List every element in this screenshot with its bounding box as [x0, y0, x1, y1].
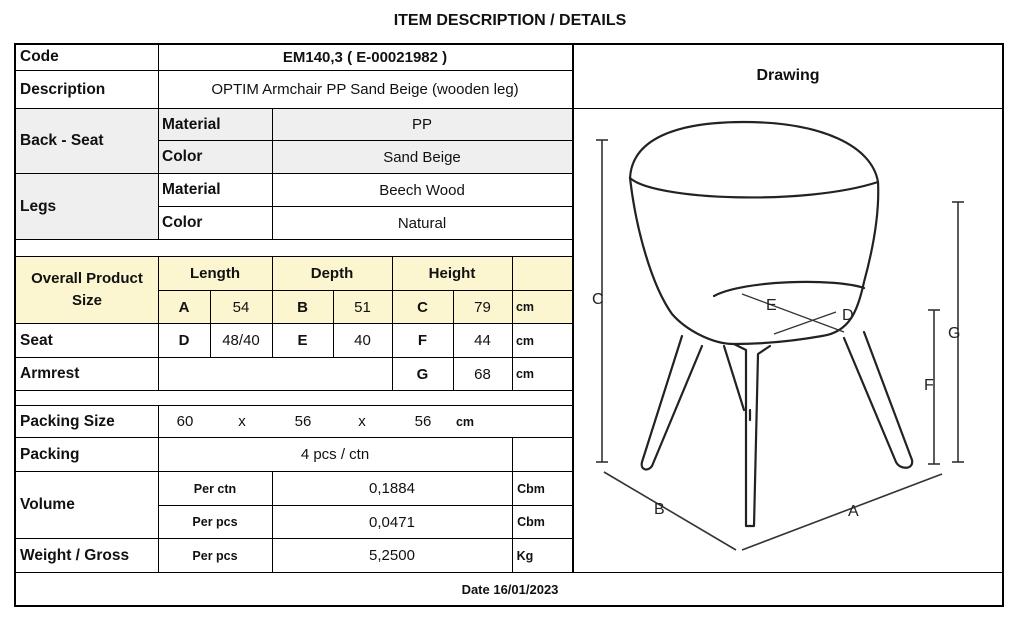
- legs-label: Legs: [20, 197, 57, 215]
- overall-b-value: 51: [354, 298, 371, 316]
- weight-label: Weight / Gross: [20, 546, 130, 564]
- overall-a-value: 54: [232, 298, 250, 316]
- armrest-g-key: G: [416, 365, 429, 383]
- chair-leg-left: [642, 336, 702, 469]
- back-seat-material: PP: [411, 116, 432, 133]
- packing-size-height: 56: [414, 413, 432, 430]
- packing-size-label: Packing Size: [20, 412, 115, 430]
- armrest-g-value: 68: [474, 365, 491, 383]
- overall-unit: cm: [515, 300, 535, 314]
- height-header: Height: [428, 265, 476, 282]
- overall-b-key: B: [297, 298, 308, 316]
- volume-per-pcs-unit: Cbm: [517, 515, 545, 529]
- chair-leg-front: [734, 344, 770, 526]
- weight-unit: Kg: [516, 548, 534, 563]
- overall-c-value: 79: [474, 298, 491, 316]
- chair-seat: [714, 282, 864, 296]
- back-seat-color-label: Color: [162, 148, 203, 165]
- code-label: Code: [20, 48, 59, 65]
- volume-per-pcs-label: Per pcs: [192, 515, 238, 529]
- drawing-letter-g: G: [948, 325, 961, 342]
- overall-size-label: Overall Product Size: [31, 270, 143, 309]
- packing-value: 4 pcs / ctn: [300, 446, 370, 463]
- volume-label: Volume: [20, 496, 75, 513]
- volume-per-pcs: 0,0471: [369, 513, 415, 531]
- seat-d-key: D: [178, 332, 190, 349]
- date: Date 16/01/2023: [461, 581, 559, 597]
- description-value: OPTIM Armchair PP Sand Beige (wooden leg): [211, 81, 519, 98]
- drawing-letter-c: C: [592, 291, 604, 308]
- armrest-label: Armrest: [20, 365, 80, 382]
- back-seat-material-label: Material: [162, 115, 221, 133]
- packing-size-length: 60: [176, 413, 194, 430]
- volume-per-ctn-label: Per ctn: [193, 481, 237, 496]
- packing-size-x1: x: [238, 413, 246, 430]
- depth-header: Depth: [310, 265, 354, 282]
- seat-e-value: 40: [354, 332, 371, 349]
- chair-leg-rear: [724, 346, 744, 410]
- back-seat-label: Back - Seat: [20, 132, 104, 149]
- drawing-letter-b: B: [654, 501, 665, 518]
- drawing-label: Drawing: [756, 67, 820, 84]
- packing-label: Packing: [20, 445, 80, 463]
- armrest-unit: cm: [515, 367, 535, 381]
- chair-drawing: [574, 110, 1002, 570]
- drawing-letter-f: F: [924, 377, 934, 394]
- weight-value: 5,2500: [369, 547, 415, 564]
- seat-f-value: 44: [474, 332, 491, 349]
- packing-size-x2: x: [358, 413, 366, 430]
- volume-per-ctn: 0,1884: [369, 480, 415, 497]
- packing-size-unit: cm: [455, 414, 475, 429]
- seat-e-key: E: [297, 332, 308, 349]
- legs-color: Natural: [397, 214, 447, 232]
- seat-f-key: F: [417, 332, 428, 349]
- description-label: Description: [20, 80, 106, 98]
- overall-c-key: C: [417, 298, 428, 316]
- code-value: EM140,3 ( E-00021982 ): [282, 48, 448, 66]
- length-header: Length: [190, 265, 240, 282]
- chair-leg-right: [844, 332, 912, 468]
- overall-a-key: A: [178, 298, 190, 316]
- drawing-letter-d: D: [842, 307, 854, 324]
- legs-color-label: Color: [162, 214, 203, 231]
- drawing-letter-a: A: [848, 503, 859, 520]
- seat-d-value: 48/40: [222, 332, 260, 349]
- drawing-letter-e: E: [766, 297, 777, 314]
- seat-label: Seat: [20, 331, 53, 349]
- legs-material: Beech Wood: [379, 181, 465, 199]
- seat-unit: cm: [515, 333, 535, 348]
- chair-shell-rim: [630, 178, 878, 197]
- back-seat-color: Sand Beige: [383, 148, 461, 166]
- weight-per-pcs-label: Per pcs: [192, 548, 238, 563]
- legs-material-label: Material: [162, 181, 221, 198]
- packing-size-width: 56: [294, 413, 312, 430]
- volume-per-ctn-unit: Cbm: [517, 481, 545, 496]
- page-title: ITEM DESCRIPTION / DETAILS: [393, 12, 627, 29]
